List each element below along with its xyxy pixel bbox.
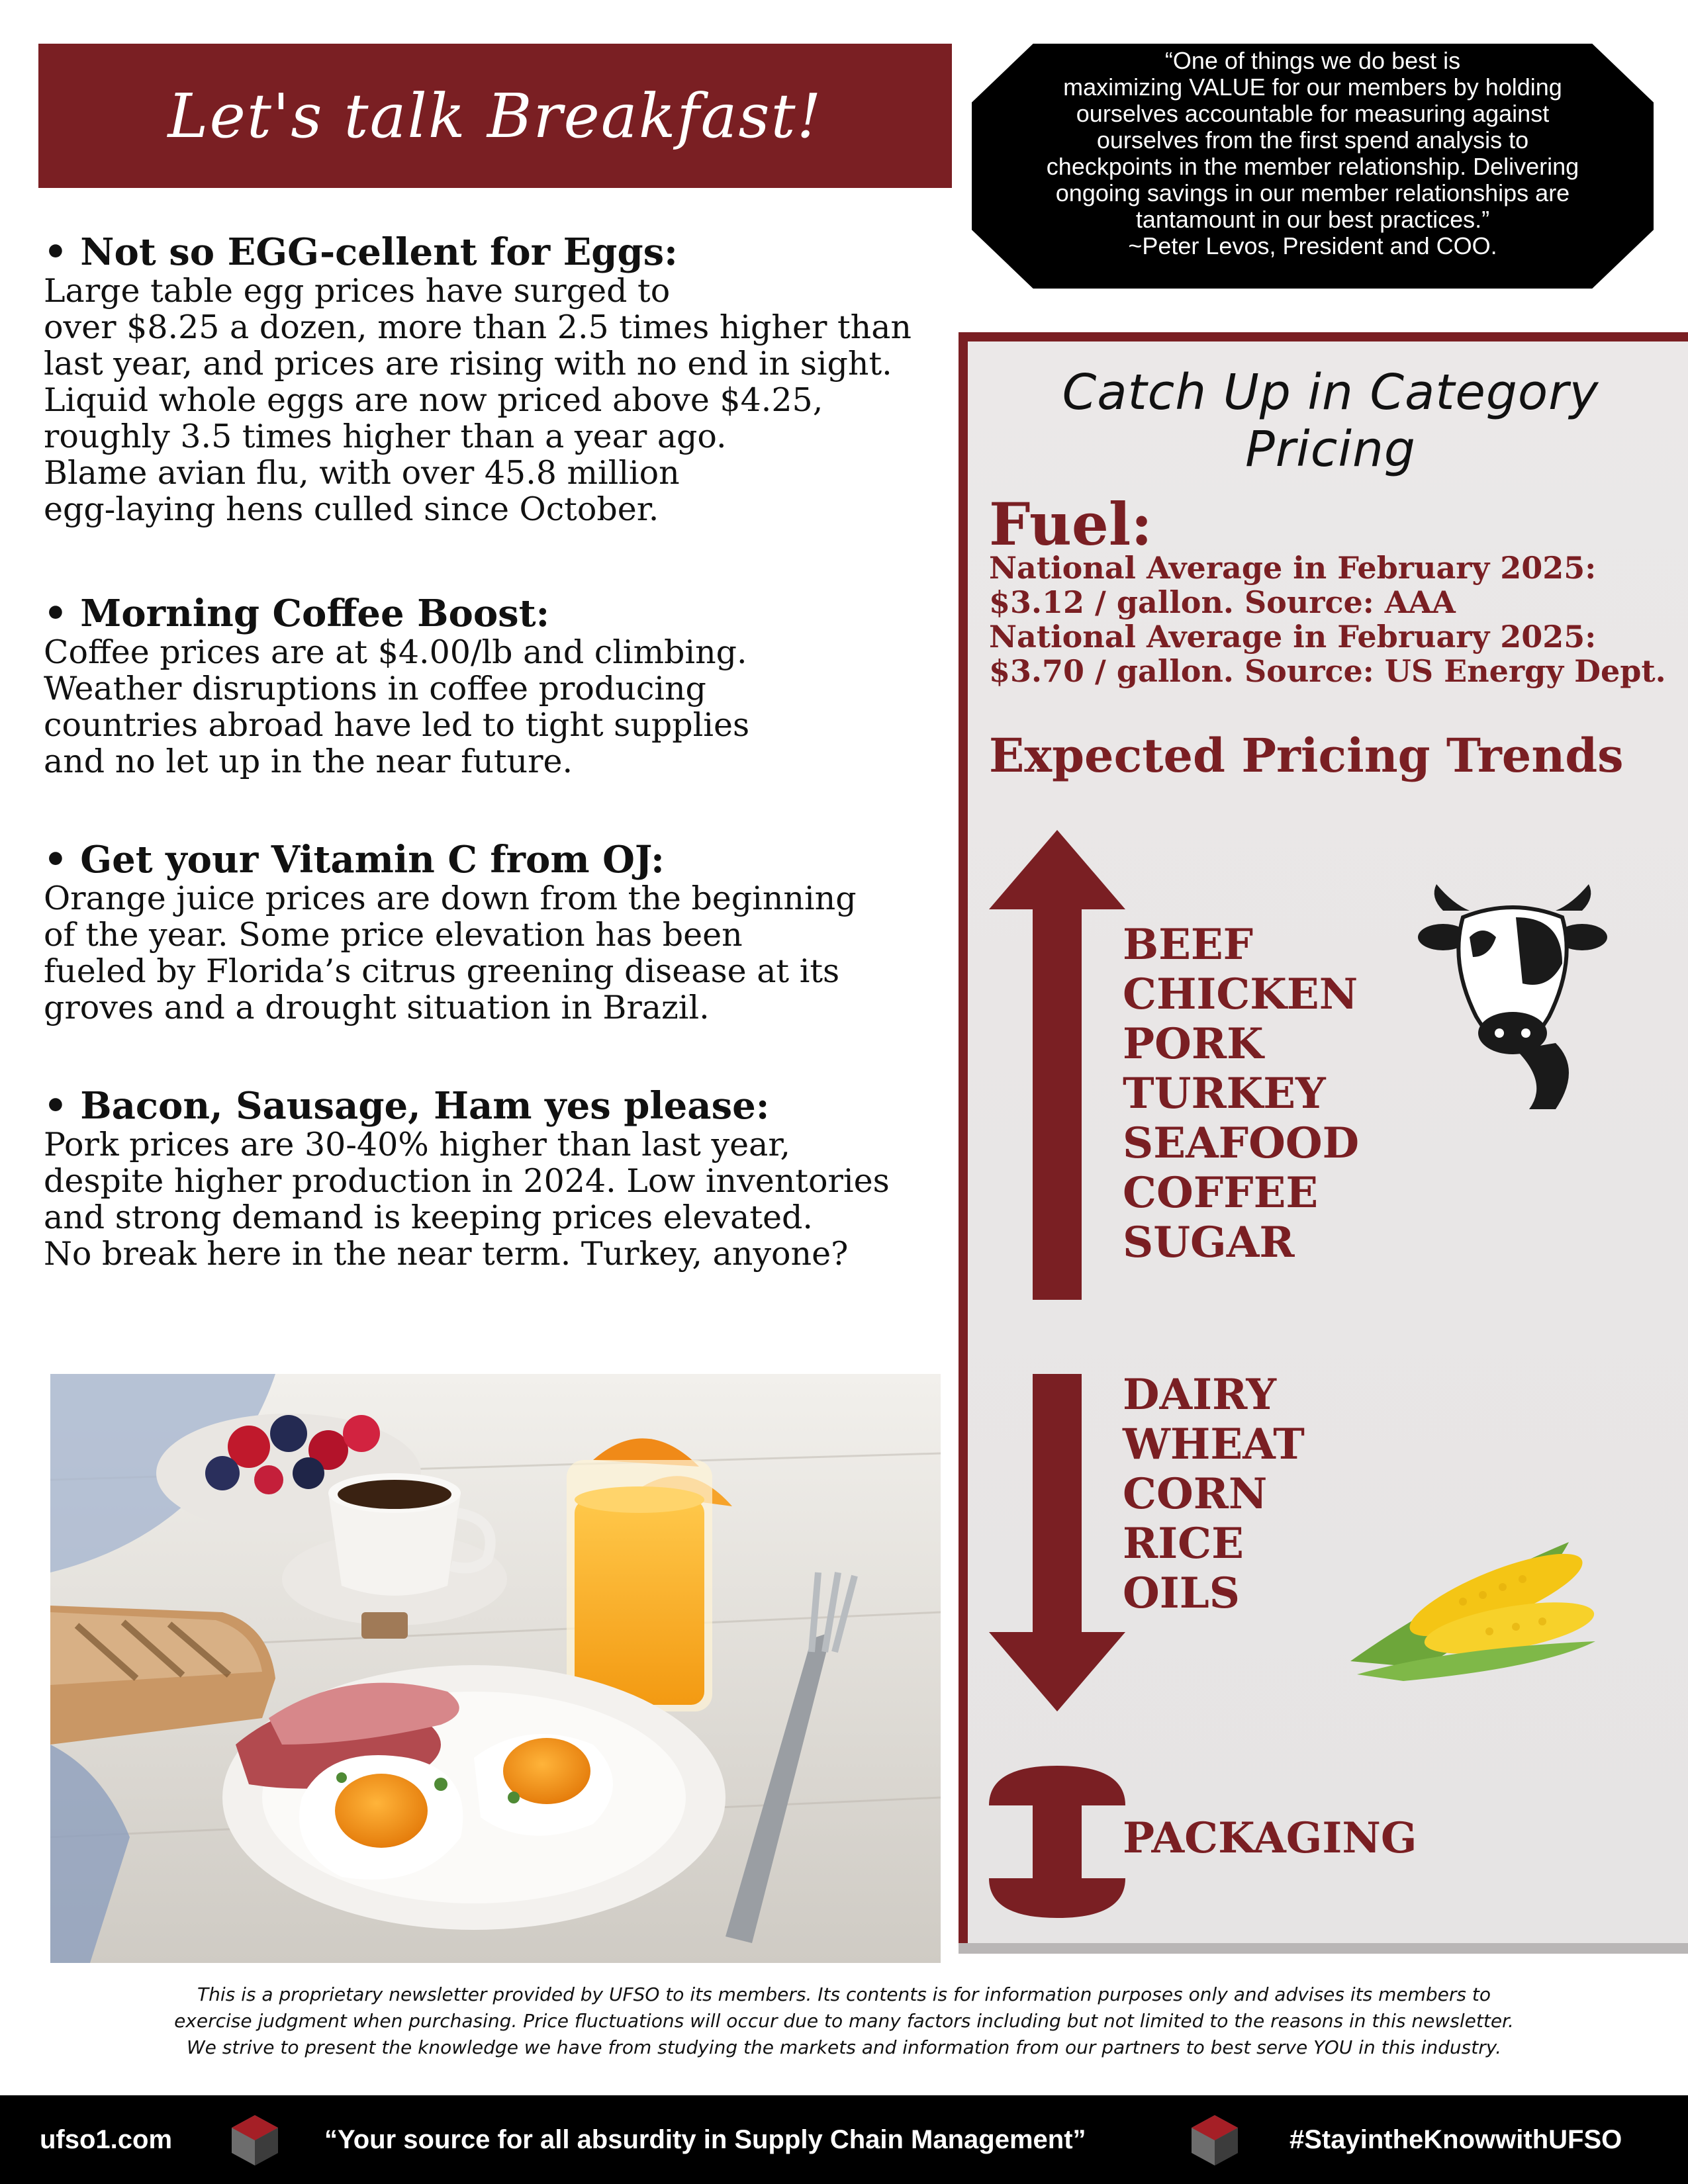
quote-text — [1006, 48, 1619, 259]
up-item: COFFEE — [1123, 1168, 1319, 1218]
quote-line: tantamount in our best practices.” — [1135, 206, 1490, 233]
article-line: egg-laying hens culled since October. — [44, 490, 659, 528]
down-item: OILS — [1123, 1569, 1240, 1618]
up-item: TURKEY — [1123, 1069, 1326, 1118]
disclaimer — [60, 1981, 1628, 2061]
article-line: Coffee prices are at $4.00/lb and climbing. — [44, 633, 747, 671]
article-line: despite higher production in 2024. Low inventories — [44, 1162, 890, 1200]
logo-cube-icon — [232, 2115, 278, 2165]
website-link[interactable]: ufso1.com — [40, 2124, 173, 2154]
article-line: groves and a drought situation in Brazil. — [44, 989, 710, 1026]
title-banner — [38, 44, 952, 188]
article-heading: • Not so EGG-cellent for Eggs: — [44, 230, 678, 274]
article-line: Orange juice prices are down from the beginning — [44, 880, 857, 917]
article-heading: • Morning Coffee Boost: — [44, 592, 550, 635]
quote-line: maximizing VALUE for our members by holding — [1063, 73, 1562, 101]
fuel-line: $3.12 / gallon. Source: AAA — [989, 584, 1456, 620]
footer-tagline: “Your source for all absurdity in Supply Chain Management” — [324, 2124, 1086, 2154]
quote-line: ourselves accountable for measuring against — [1076, 100, 1550, 127]
article-line: Weather disruptions in coffee producing — [44, 670, 706, 707]
cow-icon — [1417, 884, 1609, 1109]
article-line: and no let up in the near future. — [44, 743, 573, 780]
up-item: CHICKEN — [1123, 970, 1358, 1019]
decreasing-list — [1123, 1370, 1305, 1618]
article-line: fueled by Florida’s citrus greening disease at its — [44, 952, 840, 990]
stable-bar-icon — [989, 1766, 1125, 1918]
panel-heading: Catch Up in Category Pricing — [1062, 364, 1599, 478]
fuel-line: National Average in February 2025: — [989, 619, 1597, 655]
article-heading: • Bacon, Sausage, Ham yes please: — [44, 1084, 770, 1128]
article-heading: • Get your Vitamin C from OJ: — [44, 838, 665, 882]
panel-shadow — [959, 1943, 1688, 1954]
stable-item: PACKAGING — [1123, 1813, 1417, 1863]
article-line: countries abroad have led to tight supplies — [44, 706, 750, 744]
quote-line: ourselves from the first spend analysis to — [1096, 126, 1529, 154]
trends-heading: Expected Pricing Trends — [989, 728, 1624, 783]
quote-author: ~Peter Levos, President and COO. — [1128, 232, 1497, 259]
down-arrow-icon — [989, 1374, 1125, 1711]
article-oj — [44, 839, 957, 1026]
up-item: PORK — [1123, 1019, 1264, 1069]
article-line: of the year. Some price elevation has been — [44, 916, 743, 954]
down-item: RICE — [1123, 1519, 1244, 1569]
article-line: and strong demand is keeping prices elevated. — [44, 1199, 813, 1236]
disclaimer-line: exercise judgment when purchasing. Price fluctuations will occur due to many factors including but not limited to the reasons in this newsletter. — [174, 2010, 1514, 2032]
disclaimer-line: This is a proprietary newsletter provided by UFSO to its members. Its contents is for information purposes only and advises its members to — [197, 1983, 1491, 2005]
up-arrow-icon — [989, 830, 1125, 1300]
article-coffee — [44, 593, 957, 780]
footer-hashtag[interactable]: #StayintheKnowwithUFSO — [1289, 2124, 1622, 2154]
quote-line: ongoing savings in our member relationships are — [1055, 179, 1570, 206]
footer-bar — [0, 2095, 1688, 2184]
up-item: BEEF — [1123, 920, 1254, 970]
article-line: Pork prices are 30-40% higher than last year, — [44, 1126, 790, 1163]
up-item: SUGAR — [1123, 1218, 1295, 1267]
article-eggs — [44, 232, 957, 527]
breakfast-photo — [50, 1374, 941, 1963]
corn-icon — [1344, 1516, 1602, 1681]
disclaimer-line: We strive to present the knowledge we have from studying the markets and information from our partners to best serve YOU in this industry. — [186, 2036, 1502, 2058]
article-line: Liquid whole eggs are now priced above $4.25, — [44, 381, 823, 419]
article-pork — [44, 1085, 957, 1272]
logo-cube-icon — [1192, 2115, 1238, 2165]
down-item: CORN — [1123, 1469, 1268, 1519]
down-item: DAIRY — [1123, 1370, 1276, 1420]
quote-line: “One of things we do best is — [1164, 47, 1461, 74]
fuel-line: National Average in February 2025: — [989, 550, 1597, 586]
increasing-list — [1123, 920, 1359, 1267]
article-line: Large table egg prices have surged to — [44, 272, 671, 310]
quote-line: checkpoints in the member relationship. Delivering — [1046, 153, 1579, 180]
article-line: Blame avian flu, with over 45.8 million — [44, 454, 680, 492]
down-item: WHEAT — [1123, 1420, 1305, 1469]
article-line: last year, and prices are rising with no end in sight. — [44, 345, 892, 383]
fuel-line: $3.70 / gallon. Source: US Energy Dept. — [989, 653, 1666, 689]
fuel-title: Fuel: — [989, 490, 1152, 559]
up-item: SEAFOOD — [1123, 1118, 1360, 1168]
article-line: roughly 3.5 times higher than a year ago. — [44, 418, 727, 455]
article-line: No break here in the near term. Turkey, anyone? — [44, 1235, 849, 1273]
page-title: Let's talk Breakfast! — [167, 80, 823, 152]
article-line: over $8.25 a dozen, more than 2.5 times higher than — [44, 308, 912, 346]
